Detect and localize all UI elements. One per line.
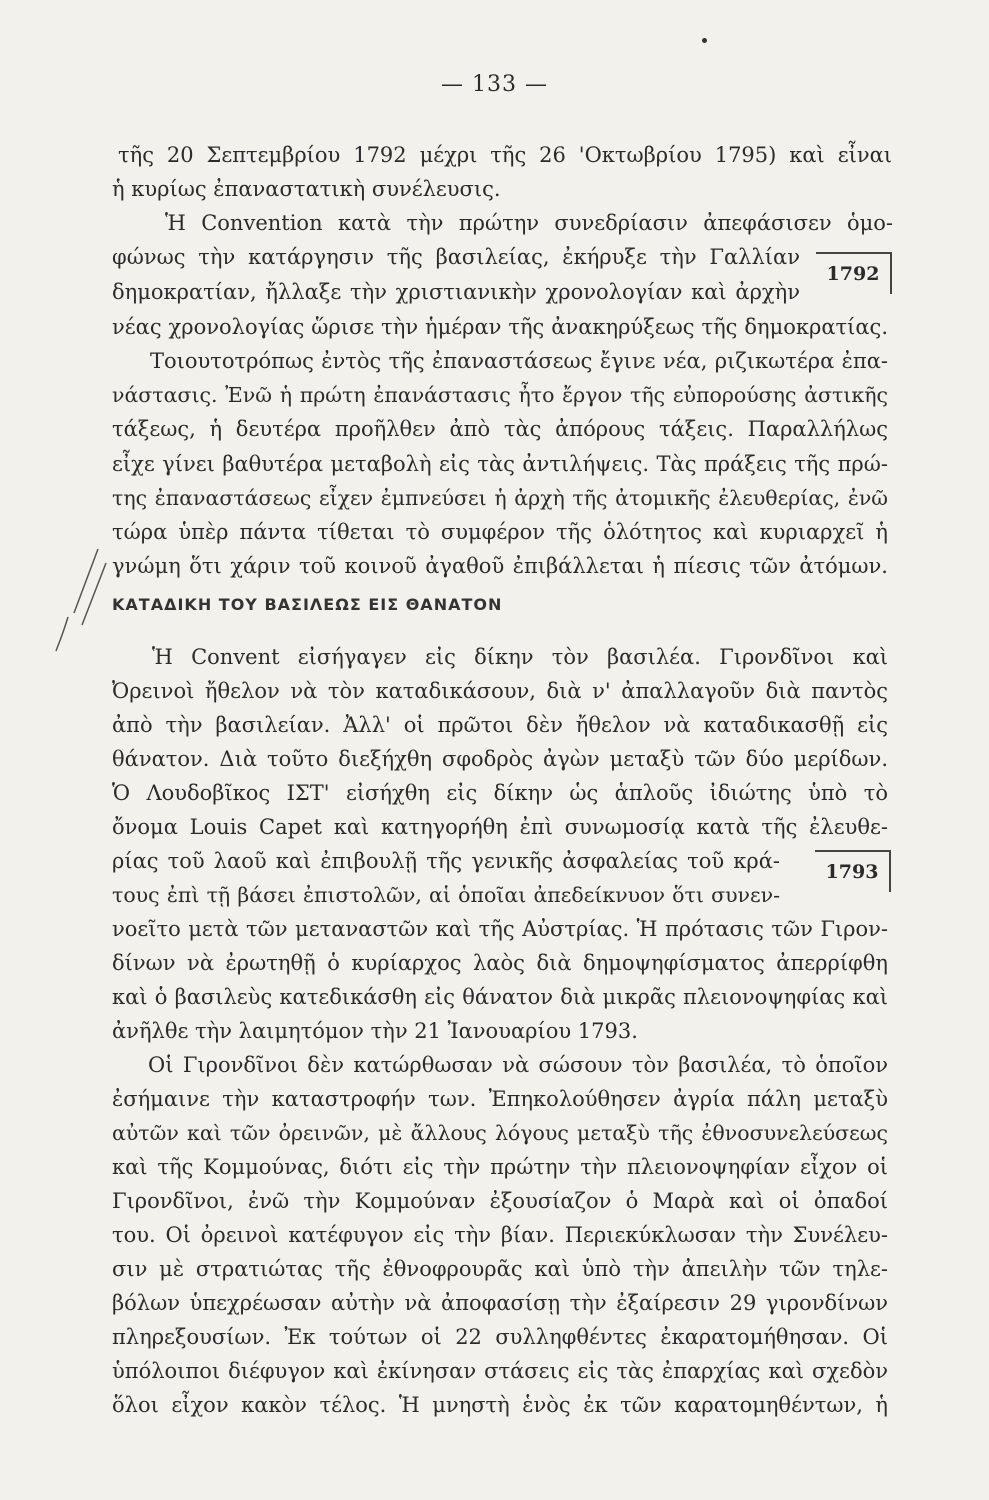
text-line: βόλων ὑπεχρέωσαν αὐτὴν νὰ ἀποφασίσῃ τὴν ἐξαίρεσιν 29 γιρονδίνων <box>112 1291 888 1315</box>
text-line: τῆς 20 Σεπτεμβρίου 1792 μέχρι τῆς 26 'Οκτωβρίου 1795) καὶ εἶναι <box>118 143 892 167</box>
text-line: ἐσήμαινε τὴν καταστροφήν των. Ἐπηκολούθησεν ἀγρία πάλη μεταξὺ <box>112 1087 888 1111</box>
text-line: Ὁ Λουδοβῖκος ΙΣΤ' εἰσήχθη εἰς δίκην ὡς ἁπλοῦς ἰδιώτης ὑπὸ τὸ <box>112 781 888 805</box>
text-line: δίνων νὰ ἐρωτηθῇ ὁ κυρίαρχος λαὸς διὰ δημοψηφίσματος ἀπερρίφθη <box>112 951 888 975</box>
text-line: ρίας τοῦ λαοῦ καὶ ἐπιβουλῇ τῆς γενικῆς ἀσφαλείας τοῦ κρά- <box>112 849 780 873</box>
text-line: γνώμη ὅτι χάριν τοῦ κοινοῦ ἀγαθοῦ ἐπιβάλλεται ἡ πίεσις τῶν ἀτόμων. <box>112 554 888 578</box>
text-line: καὶ τῆς Κομμούνας, διότι εἰς τὴν πρώτην τὴν πλειονοψηφίαν εἶχον οἱ <box>112 1155 888 1179</box>
ink-dot <box>702 38 707 43</box>
margin-year-1792: 1792 <box>816 252 892 294</box>
margin-year-1793: 1793 <box>815 850 891 892</box>
text-line: αὐτῶν καὶ τῶν ὀρεινῶν, μὲ ἄλλους λόγους μεταξὺ τῆς ἐθνοσυνελεύσεως <box>112 1121 888 1145</box>
text-line: Ἡ Convent εἰσήγαγεν εἰς δίκην τὸν βασιλέα. Γιρονδῖνοι καὶ <box>152 645 888 669</box>
text-line: σιν μὲ στρατιώτας τῆς ἐθνοφρουρᾶς καὶ ὑπὸ τὴν ἀπειλὴν τῶν τηλε- <box>112 1257 888 1281</box>
text-line: ἡ κυρίως ἐπαναστατικὴ συνέλευσις. <box>112 177 501 201</box>
text-line: ὑπόλοιποι διέφυγον καὶ ἐκίνησαν στάσεις εἰς τὰς ἐπαρχίας καὶ σχεδὸν <box>112 1359 888 1383</box>
text-line: ὅλοι εἶχον κακὸν τέλος. Ἡ μνηστὴ ἑνὸς ἐκ τῶν καρατομηθέντων, ἡ <box>112 1393 888 1417</box>
text-line: τους ἐπὶ τῇ βάσει ἐπιστολῶν, αἱ ὁποῖαι ἀπεδείκνυον ὅτι συνεν- <box>112 883 780 907</box>
text-line: θάνατον. Διὰ τοῦτο διεξήχθη σφοδρὸς ἀγὼν μεταξὺ τῶν δύο μερίδων. <box>112 747 888 771</box>
text-line: της ἐπαναστάσεως εἶχεν ἐμπνεύσει ἡ ἀρχὴ τῆς ἀτομικῆς ἐλευθερίας, ἐνῶ <box>112 486 888 510</box>
text-line: του. Οἱ ὀρεινοὶ κατέφυγον εἰς τὴν βίαν. Περιεκύκλωσαν τὴν Συνέλευ- <box>112 1223 888 1247</box>
text-line: νέας χρονολογίας ὥρισε τὴν ἡμέραν τῆς ἀνακηρύξεως τῆς δημοκρατίας. <box>112 315 888 339</box>
text-line: νάστασις. Ἐνῶ ἡ πρώτη ἐπανάστασις ἦτο ἔργον τῆς εὐπορούσης ἀστικῆς <box>112 383 888 407</box>
text-line: ἀπὸ τὴν βασιλείαν. Ἀλλ' οἱ πρῶτοι δὲν ἤθελον νὰ καταδικασθῇ εἰς <box>112 713 888 737</box>
text-line: Οἱ Γιρονδῖνοι δὲν κατώρθωσαν νὰ σώσουν τὸν βασιλέα, τὸ ὁποῖον <box>148 1053 888 1077</box>
text-line: Ὀρεινοὶ ἤθελον νὰ τὸν καταδικάσουν, διὰ ν' ἀπαλλαγοῦν διὰ παντὸς <box>112 679 888 703</box>
text-line: τάξεως, ἡ δευτέρα προῆλθεν ἀπὸ τὰς ἀπόρους τάξεις. Παραλλήλως <box>112 417 888 441</box>
text-line: Γιρονδῖνοι, ἐνῶ τὴν Κομμούναν ἐξουσίαζον ὁ Μαρὰ καὶ οἱ ὀπαδοί <box>112 1189 888 1213</box>
page-number: — 133 — <box>441 72 548 97</box>
text-line: ἀνῆλθε τὴν λαιμητόμον τὴν 21 Ἰανουαρίου 1793. <box>112 1019 638 1043</box>
text-line: ὄνομα Louis Capet καὶ κατηγορήθη ἐπὶ συνωμοσίᾳ κατὰ τῆς ἐλευθε- <box>112 815 888 839</box>
text-line: τώρα ὑπὲρ πάντα τίθεται τὸ συμφέρον τῆς ὁλότητος καὶ κυριαρχεῖ ἡ <box>112 520 888 544</box>
text-line: εἶχε γίνει βαθυτέρα μεταβολὴ εἰς τὰς ἀντιλήψεις. Τὰς πράξεις τῆς πρώ- <box>112 452 888 476</box>
text-line: νοεῖτο μετὰ τῶν μεταναστῶν καὶ τῆς Αὐστρίας. Ἡ πρότασις τῶν Γιρον- <box>112 917 888 941</box>
text-line: Τοιουτοτρόπως ἐντὸς τῆς ἐπαναστάσεως ἔγινε νέα, ριζικωτέρα ἐπα- <box>150 349 888 373</box>
text-line: Ἡ Convention κατὰ τὴν πρώτην συνεδρίασιν ἀπεφάσισεν ὁμο- <box>165 211 893 235</box>
section-heading: ΚΑΤΑΔΙΚΗ ΤΟΥ ΒΑΣΙΛΕΩΣ ΕΙΣ ΘΑΝΑΤΟΝ <box>112 595 503 614</box>
text-line: φώνως τὴν κατάργησιν τῆς βασιλείας, ἐκήρυξε τὴν Γαλλίαν <box>112 245 800 269</box>
text-line: δημοκρατίαν, ἤλλαξε τὴν χριστιανικὴν χρονολογίαν καὶ ἀρχὴν <box>112 280 800 304</box>
text-line: πληρεξουσίων. Ἐκ τούτων οἱ 22 συλληφθέντες ἐκαρατομήθησαν. Οἱ <box>112 1325 888 1349</box>
text-line: καὶ ὁ βασιλεὺς κατεδικάσθη εἰς θάνατον διὰ μικρᾶς πλειονοψηφίας καὶ <box>112 985 888 1009</box>
pen-mark-decoration <box>40 545 110 655</box>
